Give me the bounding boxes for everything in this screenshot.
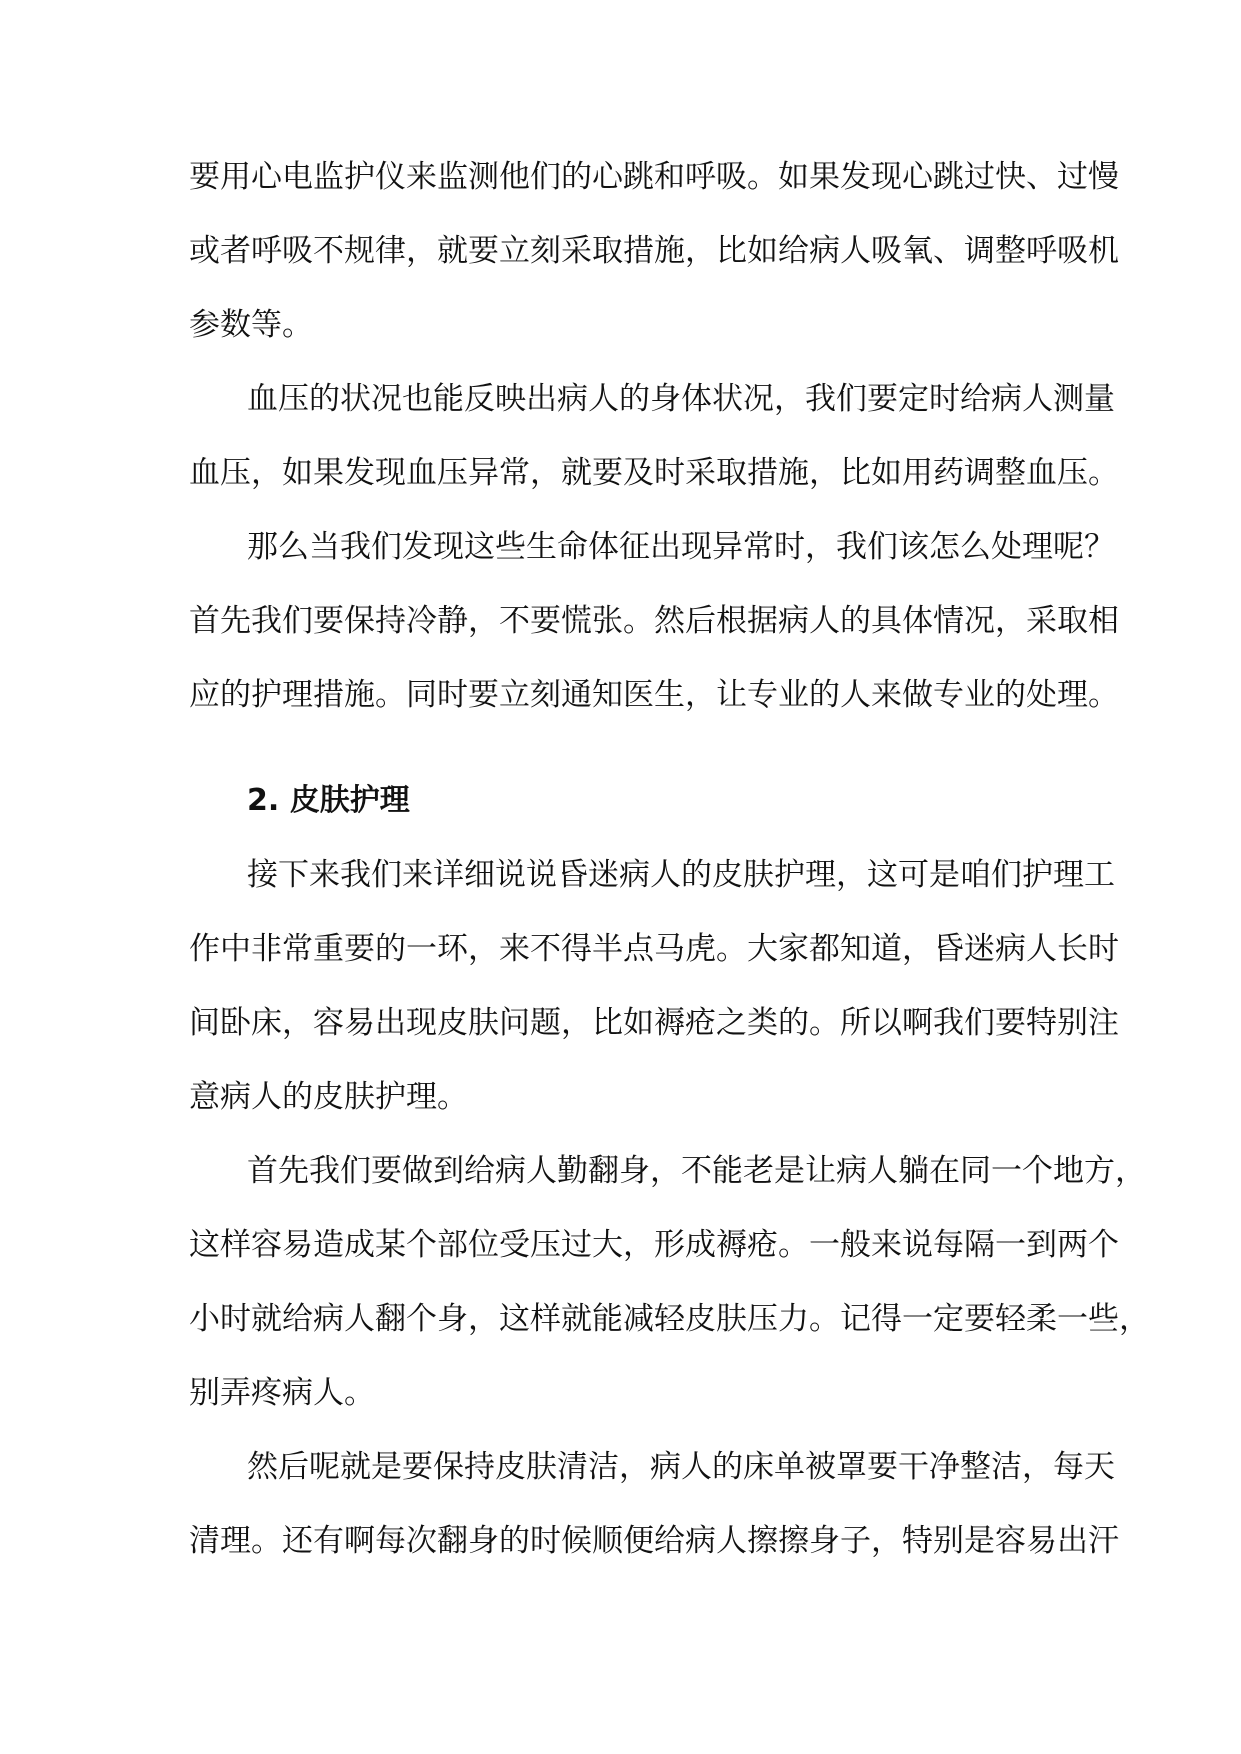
- paragraph-line: 血压的状况也能反映出病人的身体状况，我们要定时给病人测量: [247, 381, 1115, 417]
- paragraph-line: 意病人的皮肤护理。: [189, 1079, 468, 1115]
- paragraph-line: 清理。还有啊每次翻身的时候顺便给病人擦擦身子，特别是容易出汗: [189, 1523, 1119, 1559]
- paragraph: [189, 1134, 1150, 1430]
- paragraph: [189, 140, 1119, 362]
- paragraph-line: 这样容易造成某个部位受压过大，形成褥疮。一般来说每隔一到两个: [189, 1227, 1119, 1263]
- paragraph: [189, 362, 1119, 510]
- paragraph-line: 接下来我们来详细说说昏迷病人的皮肤护理，这可是咱们护理工: [247, 857, 1115, 893]
- paragraph-line: 间卧床，容易出现皮肤问题，比如褥疮之类的。所以啊我们要特别注: [189, 1005, 1119, 1041]
- paragraph: [189, 510, 1119, 732]
- paragraph-line: 首先我们要做到给病人勤翻身，不能老是让病人躺在同一个地方，: [247, 1153, 1146, 1189]
- paragraph-line: 那么当我们发现这些生命体征出现异常时，我们该怎么处理呢？: [247, 529, 1115, 565]
- paragraph-line: 要用心电监护仪来监测他们的心跳和呼吸。如果发现心跳过快、过慢: [189, 159, 1119, 195]
- paragraph-line: 别弄疼病人。: [189, 1375, 375, 1411]
- paragraph-line: 然后呢就是要保持皮肤清洁，病人的床单被罩要干净整洁，每天: [247, 1449, 1115, 1485]
- paragraph-line: 血压，如果发现血压异常，就要及时采取措施，比如用药调整血压。: [189, 455, 1119, 491]
- section-heading: 2. 皮肤护理: [247, 783, 410, 818]
- paragraph-line: 或者呼吸不规律，就要立刻采取措施，比如给病人吸氧、调整呼吸机: [189, 233, 1119, 269]
- document-page: [189, 140, 1150, 1578]
- paragraph-line: 参数等。: [189, 307, 313, 343]
- paragraph-line: 首先我们要保持冷静，不要慌张。然后根据病人的具体情况，采取相: [189, 603, 1119, 639]
- paragraph-line: 应的护理措施。同时要立刻通知医生，让专业的人来做专业的处理。: [189, 677, 1119, 713]
- paragraph-line: 小时就给病人翻个身，这样就能减轻皮肤压力。记得一定要轻柔一些，: [189, 1301, 1150, 1337]
- paragraph: [189, 838, 1119, 1134]
- paragraph-line: 作中非常重要的一环，来不得半点马虎。大家都知道，昏迷病人长时: [189, 931, 1119, 967]
- paragraph: [189, 1430, 1119, 1578]
